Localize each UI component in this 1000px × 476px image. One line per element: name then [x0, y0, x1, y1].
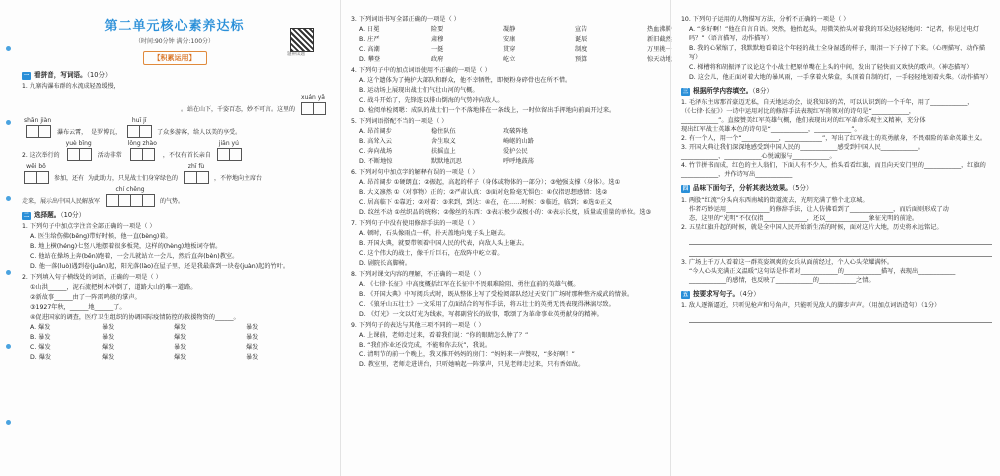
option[interactable]: D. 剧院长高脚椅。 — [359, 259, 412, 267]
answer-line[interactable] — [689, 235, 992, 245]
mc-q10: 10. 下列句子运用的人物描写方法，分析不正确的一项是（ ） A. “多好啊！”他在自言自语。突然，他抬起头，用微笑抬头对着我的耳朵边轻轻地问：“记者，你见过电灯吗？”（语言描写，动作描写） B. 我的心紧缩了，我默默地看着这个年轻的战士全身湿透的样子，眼泪一下子掉了下来。（心理描写、动作描写） C. 梯槽将和胡振泽了议论这个小战士把原单嘴在上头的中间，发出了轻快而又欢快的歌声。（神态描写） D. 这会儿，他正面对着大地的暴风雨，一手拿着火柴盒，头顶着自制的灯，一手轻轻地划着火柴。（动作描写） — [681, 16, 992, 81]
page-title: 第二单元核心素养达标 — [104, 19, 245, 34]
option[interactable]: C. 居高临下 ①靠近；②对着：③来到，到达：④在，在……时候：⑤临近，临到；⑥选①正义 — [359, 198, 613, 206]
answer-line[interactable] — [689, 247, 992, 257]
option[interactable]: D. 爆发 爆发 爆发 暴发 — [30, 354, 259, 362]
option[interactable]: B. 地上横(héng)七竖八地摆着很多板凳，这样的(hèng)地板词夺情。 — [30, 243, 222, 251]
fill-section[interactable]: 1. 毛泽东主席那首豪迈无私，自天地运动会，说我知识的苦，可以认识到的一个千年，用了____________， （《七律·长征》）一诗中运用对比的修辞手法表现红军将领对的诗句是“____________， ____________”。直接赞美红军英雄气概，他们表现出对的红军革命乐观主义精神，充分体 现出红军战士英雄本色的诗句是“____________，____________”。 2. 有一个人，用一个“____________，____________”，写出了红军战士的英勇献身，不畏艰险的革命英雄主义。 3. 开国大典让我们深深地感受到中国人民的____________感受到中国人民____________。 ____________、____________心悦诚服与____________。 4. 竹节拼书而成，红色的主人翁们，下面人有不少人，抬头看看红旗，而且向天安门里的____________，红旗的____________，并作诗写出____________ — [681, 99, 987, 179]
pinyin-box[interactable]: yuè bīng — [66, 140, 92, 161]
pinyin-box[interactable]: lǒng zhào — [128, 140, 157, 161]
column-2 — [340, 0, 672, 476]
qr-label: 题辨读题 — [287, 52, 305, 57]
option[interactable]: A. 医生给伤佛(bēng)带好时候，他一直(bèng)着。 — [30, 233, 172, 241]
section-head-3: 三 根据所学内容填空。（8分） — [682, 86, 774, 95]
section-head-1: 一 看拼音，写词语。（10分） — [23, 70, 112, 79]
option[interactable]: B. 《开国大典》中写阅兵式时，既从整体上写了受检阅部队经过天安门广场时那种整齐威武的情景。 — [359, 290, 634, 298]
qr-code-icon[interactable] — [290, 28, 314, 52]
option[interactable]: B. “我们作业还没完成，不能和你去玩”，我说。 — [359, 341, 492, 349]
option[interactable]: B. 高耸入云 舍生取义 崎岖的山路 — [359, 137, 534, 145]
option[interactable]: A. 昂首阔步 ①硬朗直；②振起，高起的样子（身体或物体的一部分）；③勉强支撑（身体）。选① — [359, 178, 621, 186]
section-head-4: 四 品味下面句子，分析其表达效果。（5分） — [682, 184, 813, 193]
option[interactable]: C. 这个伟大的战士，像千斤巨石，在敌阵中屹立着。 — [359, 249, 504, 257]
option[interactable]: B. 庄严 肃穆 安康 诞辰 新旧截然 — [359, 35, 672, 43]
analysis-section[interactable]: 1. 两股“红流”分头向东西南城的街道流去，光明充满了整个北京城。 作者巧妙运用______________的修辞手法，让人仿佛看到了______________，而后面则形成了动 态，这里的“光明”不仅仅指______________，还以______________象征光明的前途。 2. 五星红旗升起的时候，就是全中国人民开始新生活的时候，面对这片大地，历史将永远铭记。 3. 广场上千万人看着这一群英姿飒爽的女兵从面前经过，个人心头荣耀满怀。 “今人心头充满正义温暖”这句话是作者对____________的____________描写，表现出____________ ____________的感情，也反映了____________的____________之情。 — [681, 197, 992, 286]
option[interactable]: D. 检阅单检阅嗯：成队的战士们一个不落地排在一条线上，一时位留出手挥地向前面开过来。 — [359, 106, 616, 114]
option[interactable]: B. 暴发 暴发 爆发 暴发 — [30, 334, 259, 342]
option[interactable]: C. 清明节的前一个晚上，我又推开妈妈的房门：“妈妈来一声赞叹，“多好啊！” — [359, 351, 575, 359]
mc-q4: 4. 下列句子中的加点词语使用不正确的一项是（ ） A. 这个遗体为了掩护大部队和群众，他不幸牺牲，即便粉身碎骨也在所不惜。 B. 运动场上展现出战士们气壮山河的气概。 C. 战斗开始了，先锋连以排山倒海的气势冲向敌人。 D. 检阅单检阅嗯：成队的战士们一个不落地排在一条线上，一时位留出手挥地向前面开过来。 — [351, 67, 659, 116]
pinyin-box[interactable]: xuán yǎ — [301, 94, 325, 115]
mc-q7: 7. 下列句子中没有使用修辞手法的一项是（ ） A. 顿时，石头像雨点一样，扑天盖地向鬼子头上砸去。 B. 开国大典，就要带领着中国人民的代表，向敌人头上砸去。 C. 这个伟大的战士，像千斤巨石，在敌阵中屹立着。 D. 剧院长高脚椅。 — [351, 220, 659, 269]
option[interactable]: A. 顿时，石头像雨点一样，扑天盖地向鬼子头上砸去。 — [359, 229, 510, 237]
write-section: 1. 敌人逐渐逼近，只听见枪声和号角声，只能听见敌人的脚步声声。（用加点词语造句）（1分） — [681, 302, 992, 323]
pinyin-box[interactable]: shān jiàn — [24, 117, 51, 138]
page-subtitle: （时间:90分钟 满分:100分） — [134, 37, 215, 45]
option[interactable]: A. 日冕 险要 凝静 宣告 热血沸腾 — [359, 25, 672, 33]
answer-line[interactable] — [689, 313, 992, 323]
option[interactable]: B. 我的心紧缩了，我默默地看着这个年轻的战士全身湿透的样子，眼泪一下子掉了下来。（心理描写、动作描写） — [689, 44, 985, 61]
option[interactable]: D. 不断地惊 默默地沉思 呼呼地鼓荡 — [359, 157, 534, 165]
option[interactable]: D. 攀登 政府 屹立 预算 惊天动地 — [359, 55, 672, 63]
option[interactable]: C. 他站在操场上奔(bēn)跑着，一会儿就站立一会儿，然后直奔(bèn)教室。 — [30, 253, 239, 261]
option[interactable]: B. 大义凛然 ①（对事物）正的；②严肃认真：③面对危险毫无惧色：④仅指思想感情：选② — [359, 188, 608, 196]
option[interactable]: C. 梯槽将和胡振泽了议论这个小战士把原单嘴在上头的中间，发出了轻快而又欢快的歌声。（神态描写） — [689, 63, 973, 71]
option[interactable]: A. 《七律·长征》中高度概括红军在长征中不畏艰难险阻、勇往直前的英雄气概。 — [359, 280, 580, 288]
option[interactable]: B. 运动场上展现出战士们气壮山河的气概。 — [359, 86, 479, 94]
pinyin-q2: 2. 这次举行的 yuè bīng 活动非常 lǒng zhào ，不仅有首长亲自 jiān yú wēi bō 参加，还有 为此助力，只见战士们身穿绿色的 zhī fù ，不停地向主席台 走来，展示出中国人民解放军 chí chěng 的气势。 — [22, 139, 263, 206]
mc-q8: 8. 下列对课文内容的理解，不正确的一项是（ ） A. 《七律·长征》中高度概括红军在长征中不畏艰难险阻、勇往直前的英雄气概。 B. 《开国大典》中写阅兵式时，既从整体上写了受检阅部队经过天安门广场时那种整齐威武的情景。 C. 《狼牙山五壮士》一文采用了点面结合的写作手法，将五壮士的英勇无畏表现得淋漓尽致。 D. 《灯光》一文以灯光为线索，写郝副营长的故事，歌颂了为革命事业英勇献身的精神。 — [351, 271, 659, 320]
mc-q3: 3. 下列词语书写全部正确的一项是（ ） A. 日冕 险要 凝静 宣告 热血沸腾 B. 庄严 肃穆 安康 诞辰 新旧截然 C. 高潮 一挺 贯穿 制度 万里挑一 D. 攀登 政府 屹立 预算 惊天动地 — [351, 16, 672, 63]
option[interactable]: C. 战斗开始了，先锋连以排山倒海的气势冲向敌人。 — [359, 96, 504, 104]
option[interactable]: A. 昂首阔步 稳住队伍 攻破阵地 — [359, 127, 528, 135]
column-1 — [0, 0, 335, 476]
option[interactable]: D. 纹丝不动 ①丝织品的统称；②像丝的东西：③表示极少或极小的：④表示长度，质量或重量的单位。选③ — [359, 208, 652, 216]
option[interactable]: C. 高潮 一挺 贯穿 制度 万里挑一 — [359, 45, 672, 53]
mc-q9: 9. 下列句子的表达与其他三项不同的一项是（ ） A. 上课前，老师走过来，看着我们说：“你的眼睛怎么肿了？” B. “我们作业还没完成，不能和你去玩”，我说。 C. 清明节的前一个晚上，我又推开妈妈的房门：“妈妈来一声赞叹，“多好啊！” D. 教室里，老师走进讲台，只听她响起一阵掌声，只见老师走过来，只有香如故。 — [351, 322, 659, 371]
option[interactable]: A. 爆发 暴发 爆发 暴发 — [30, 324, 259, 332]
pinyin-box[interactable]: huī jī — [127, 117, 151, 138]
option[interactable]: B. 开国大典，就要带领着中国人民的代表，向敌人头上砸去。 — [359, 239, 529, 247]
option[interactable]: D. 《灯光》一文以灯光为线索，写郝副营长的故事，歌颂了为革命事业英勇献身的精神。 — [359, 310, 603, 318]
option[interactable]: D. 他一落(luò)遇到卷(juǎn)起，阳光落(lào)在屋子里，还是我最落到一块卷(juàn)起的竹叶。 — [30, 263, 290, 271]
pinyin-box[interactable]: jiān yú — [217, 140, 241, 161]
option[interactable]: C. 奔向战场 扶摇直上 爱护公民 — [359, 147, 528, 155]
mc-q5: 5. 下列词语搭配不当的一项是（ ） A. 昂首阔步 稳住队伍 攻破阵地 B. 高耸入云 舍生取义 崎岖的山路 C. 奔向战场 扶摇直上 爱护公民 D. 不断地惊 默默地沉思 呼呼地鼓荡 — [351, 118, 659, 167]
mc-q2: 2. 下列填入句子横线处的词语，正确的一项是（ ） ①山洪______，泥石流把树木冲倒了，道路大山的唯一道路。 ②新故事______由了一阵雷鸣般的掌声。 ③1927年秋，______地______了。 ④促进国家的调查，医疗卫生组织的协调国际疫情防控的救援物资的______。 A. 爆发 暴发 爆发 暴发 B. 暴发 暴发 爆发 暴发 C. 爆发 爆发 暴发 爆发 D. 爆发 爆发 爆发 暴发 — [22, 274, 327, 363]
section-head-5: 五 按要求写句子。（4分） — [682, 289, 760, 298]
mc-q6: 6. 下列对句中加点字的解释有误的一项是（ ） A. 昂首阔步 ①硬朗直；②振起，高起的样子（身体或物体的一部分）；③勉强支撑（身体）。选① B. 大义凛然 ①（对事物）正的；②严肃认真：③面对危险毫无惧色：④仅指思想感情：选② C. 居高临下 ①靠近；②对着：③来到，到达：④在，在……时候：⑤临近，临到；⑥选①正义 D. 纹丝不动 ①丝织品的统称；②像丝的东西：③表示极少或极小的：④表示长度，质量或重量的单位。选③ — [351, 169, 659, 218]
option[interactable]: D. 这会儿，他正面对着大地的暴风雨，一手拿着火柴盒，头顶着自制的灯，一手轻轻地划着火柴。（动作描写） — [689, 73, 992, 81]
pinyin-box[interactable]: chí chěng — [106, 186, 154, 207]
column-3 — [670, 0, 1000, 476]
pinyin-q1: 1. 九寨沟瀑布群的水流成轻盈缓慢， 。站在山下，千姿百态，妙不可言。这里的 xuán yǎ shān jiàn 瀑布云霄， 是罗博瓦， huī jī 了众多游客，给人以美的享受。 — [22, 83, 325, 137]
option[interactable]: C. 爆发 爆发 暴发 爆发 — [30, 344, 259, 352]
option[interactable]: A. 上课前，老师走过来，看着我们说：“你的眼睛怎么肿了？” — [359, 331, 529, 339]
option[interactable]: C. 《狼牙山五壮士》一文采用了点面结合的写作手法，将五壮士的英勇无畏表现得淋漓尽致。 — [359, 300, 615, 308]
section-head-2: 二 选择题。（10分） — [23, 210, 86, 219]
pinyin-box[interactable]: zhī fù — [184, 163, 208, 184]
pinyin-box[interactable]: wēi bō — [24, 163, 48, 184]
section-band: 【积累运用】 — [22, 51, 327, 65]
option[interactable]: D. 教室里，老师走进讲台，只听她响起一阵掌声，只见老师走过来，只有香如故。 — [359, 361, 585, 369]
mc-q1: 1. 下列句子中加点字注音全部正确的一项是（ ） A. 医生给伤佛(bēng)带好时候，他一直(bèng)着。 B. 地上横(héng)七竖八地摆着很多板凳，这样的(hèng)地板词夺情。 C. 他站在操场上奔(bēn)跑着，一会儿就站立一会儿，然后直奔(bèn)教室。 D. 他一落(luò)遇到卷(juǎn)起，阳光落(lào)在屋子里，还是我最落到一块卷(juàn)起的竹叶。 — [22, 223, 327, 272]
option[interactable]: A. “多好啊！”他在自言自语。突然，他抬起头，用微笑抬头对着我的耳朵边轻轻地问：“记者，你见过电灯吗？”（语言描写，动作描写） — [689, 25, 979, 42]
option[interactable]: A. 这个遗体为了掩护大部队和群众，他不幸牺牲，即便粉身碎骨也在所不惜。 — [359, 76, 572, 84]
